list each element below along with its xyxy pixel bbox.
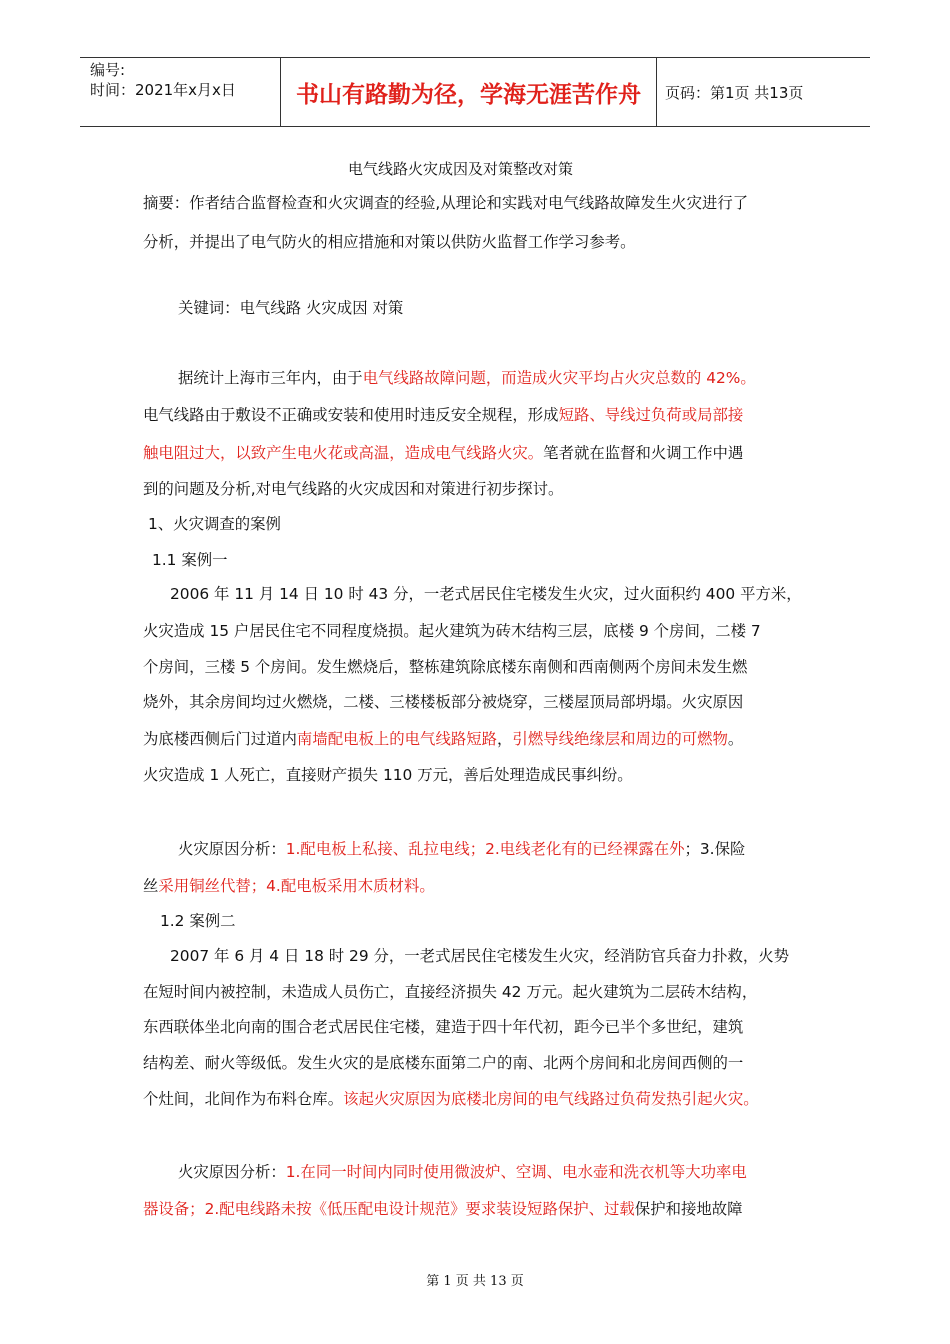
- body-line: [148, 512, 281, 534]
- text-run: 。: [727, 730, 744, 748]
- text-run: 笔者就在监督和火调工作中遇: [543, 444, 744, 462]
- body-line: [170, 944, 789, 966]
- text-run: 东西联体坐北向南的围合老式居民住宅楼，建造于四十年代初，距今已半个多世纪，建筑: [143, 1018, 744, 1036]
- text-run: 摘要：作者结合监督检查和火灾调查的经验,从理论和实践对电气线路故障发生火灾进行了: [143, 194, 749, 212]
- highlighted-text: 南墙配电板上的电气线路短路: [296, 730, 498, 748]
- highlighted-text: 引燃导线绝缘层和周边的可燃物: [512, 730, 728, 748]
- highlighted-text: 电气线路故障问题，而造成火灾平均占火灾总数的 42%。: [362, 369, 756, 387]
- body-line: [143, 690, 743, 712]
- highlighted-text: 采用铜丝代替；4.配电板采用木质材料。: [158, 877, 435, 895]
- text-run: 据统计上海市三年内，由于: [178, 369, 363, 387]
- body-line: [143, 980, 757, 1002]
- text-run: 为底楼西侧后门过道内: [143, 730, 297, 748]
- body-line: [143, 1015, 743, 1037]
- page-header: [80, 57, 870, 127]
- highlighted-text: 该起火灾原因为底楼北房间的电气线路过负荷发热引起火灾。: [343, 1090, 759, 1108]
- body-line: [143, 477, 563, 499]
- highlighted-text: 器设备；2.配电线路未按《低压配电设计规范》要求装设短路保护、过载: [143, 1200, 635, 1218]
- text-run: 丝: [143, 877, 159, 895]
- text-run: 烧外，其余房间均过火燃烧，二楼、三楼楼板部分被烧穿，三楼屋顶局部坍塌。火灾原因: [143, 693, 744, 711]
- highlighted-text: 短路、导线过负荷或局部接: [558, 406, 744, 424]
- body-line: [143, 727, 743, 749]
- body-line: [143, 441, 743, 463]
- text-run: 火灾造成 15 户居民住宅不同程度烧损。起火建筑为砖木结构三层，底楼 9 个房间，二楼 7: [143, 622, 761, 640]
- body-line: [143, 619, 761, 641]
- body-line: [178, 837, 745, 859]
- document-title: 电气线路火灾成因及对策整改对策: [348, 160, 574, 178]
- document-number-label: 编号:: [90, 61, 126, 79]
- text-run: 到的问题及分析,对电气线路的火灾成因和对策进行初步探讨。: [143, 480, 564, 498]
- text-run: 1、火灾调查的案例: [148, 515, 281, 533]
- body-line: [170, 582, 802, 604]
- body-line: [143, 874, 435, 896]
- text-run: ；3.保险: [684, 840, 746, 858]
- text-run: 电气线路由于敷设不正确或安装和使用时违反安全规程，形成: [143, 406, 559, 424]
- document-time-label: 时间：2021年x月x日: [90, 81, 236, 99]
- text-run: 关键词：电气线路 火灾成因 对策: [178, 299, 404, 317]
- text-run: 在短时间内被控制，未造成人员伤亡，直接经济损失 42 万元。起火建筑为二层砖木结构，: [143, 983, 758, 1001]
- body-line: [143, 763, 633, 785]
- text-run: 分析，并提出了电气防火的相应措施和对策以供防火监督工作学习参考。: [143, 233, 636, 251]
- body-line: [152, 548, 228, 570]
- highlighted-text: 1.在同一时间内同时使用微波炉、空调、电水壶和洗衣机等大功率电: [285, 1163, 747, 1181]
- text-run: 个灶间，北间作为布料仓库。: [143, 1090, 344, 1108]
- text-run: 1.2 案例二: [160, 912, 236, 930]
- body-line: [178, 1160, 747, 1182]
- header-page-info: 页码：第1页 共13页: [665, 83, 804, 102]
- highlighted-text: 触电阻过大，以致产生电火花或高温，造成电气线路火灾。: [143, 444, 544, 462]
- body-line: [143, 1197, 743, 1219]
- text-run: 保护和接地故障: [634, 1200, 743, 1218]
- text-run: 火灾原因分析：: [178, 1163, 286, 1181]
- text-run: 火灾造成 1 人死亡，直接财产损失 110 万元，善后处理造成民事纠纷。: [143, 766, 633, 784]
- body-line: [178, 366, 756, 388]
- text-run: 个房间，三楼 5 个房间。发生燃烧后，整栋建筑除底楼东南侧和西南侧两个房间未发生燃: [143, 658, 748, 676]
- text-run: 结构差、耐火等级低。发生火灾的是底楼东面第二户的南、北两个房间和北房间西侧的一: [143, 1054, 744, 1072]
- page-footer: 第 1 页 共 13 页: [426, 1274, 524, 1289]
- highlighted-text: 1.配电板上私接、乱拉电线；2.电线老化有的已经裸露在外: [285, 840, 685, 858]
- body-line: [143, 655, 747, 677]
- text-run: 2006 年 11 月 14 日 10 时 43 分，一老式居民住宅楼发生火灾，过火面积约 400 平方米，: [170, 585, 802, 603]
- text-run: 火灾原因分析：: [178, 840, 286, 858]
- header-motto: 书山有路勤为径，学海无涯苦作舟: [280, 58, 657, 126]
- text-run: ，: [497, 730, 513, 748]
- body-line: [178, 296, 403, 318]
- body-line: [143, 1087, 759, 1109]
- body-line: [143, 230, 636, 252]
- header-left: [80, 58, 280, 126]
- body-line: [143, 191, 748, 213]
- text-run: 1.1 案例一: [152, 551, 228, 569]
- body-line: [160, 909, 236, 931]
- text-run: 2007 年 6 月 4 日 18 时 29 分，一老式居民住宅楼发生火灾，经消防官兵奋力扑救，火势: [170, 947, 790, 965]
- body-line: [143, 1051, 743, 1073]
- body-line: [143, 403, 743, 425]
